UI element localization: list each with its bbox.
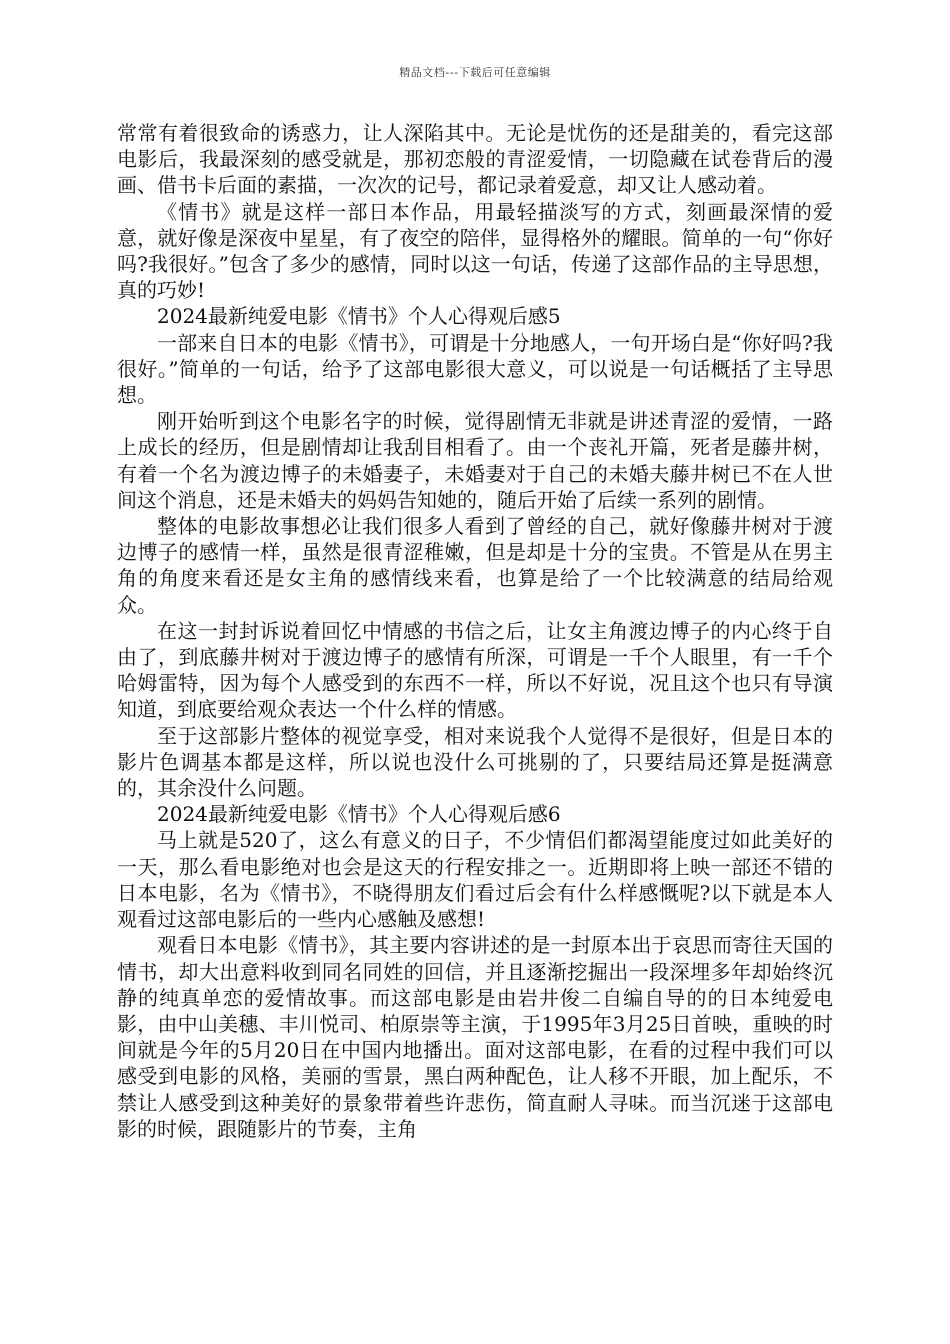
- section-heading: 2024最新纯爱电影《情书》个人心得观后感6: [157, 802, 561, 827]
- paragraph: 刚开始听到这个电影名字的时候，觉得剧情无非就是讲述青涩的爱情，一路上成长的经历，但是剧情却让我刮目相看了。由一个丧礼开篇，死者是藤井树，有着一个名为渡边博子的未婚妻子，未婚妻对于自己的未婚夫藤井树已不在人世间这个消息，还是未婚夫的妈妈告知她的，随后开始了后续一系列的剧情。: [117, 409, 833, 512]
- page-header: 精品文档---下载后可任意编辑: [399, 66, 551, 79]
- section-heading: 2024最新纯爱电影《情书》个人心得观后感5: [157, 304, 561, 329]
- paragraph: 至于这部影片整体的视觉享受，相对来说我个人觉得不是很好，但是日本的影片色调基本都是这样，所以说也没什么可挑剔的了，只要结局还算是挺满意的，其余没什么问题。: [117, 723, 833, 801]
- paragraph: 在这一封封诉说着回忆中情感的书信之后，让女主角渡边博子的内心终于自由了，到底藤井树对于渡边博子的感情有所深，可谓是一千个人眼里，有一千个哈姆雷特，因为每个人感受到的东西不一样，所以不好说，况且这个也只有导演知道，到底要给观众表达一个什么样的情感。: [117, 618, 833, 722]
- paragraph: 一部来自日本的电影《情书》，可谓是十分地感人，一句开场白是“你好吗?我很好。”简单的一句话，给予了这部电影很大意义，可以说是一句话概括了主导思想。: [117, 330, 833, 408]
- paragraph: 马上就是520了，这么有意义的日子，不少情侣们都渴望能度过如此美好的一天，那么看电影绝对也会是这天的行程安排之一。近期即将上映一部还不错的日本电影，名为《情书》，不晓得朋友们看过后会有什么样感慨呢?以下就是本人观看过这部电影后的一些内心感触及感想!: [117, 828, 833, 932]
- paragraph: 常常有着很致命的诱惑力，让人深陷其中。无论是忧伤的还是甜美的，看完这部电影后，我最深刻的感受就是，那初恋般的青涩爱情，一切隐藏在试卷背后的漫画、借书卡后面的素描，一次次的记号，都记录着爱意，却又让人感动着。: [117, 121, 833, 198]
- paragraph: 整体的电影故事想必让我们很多人看到了曾经的自己，就好像藤井树对于渡边博子的感情一样，虽然是很青涩稚嫩，但是却是十分的宝贵。不管是从在男主角的角度来看还是女主角的感情线来看，也算是给了一个比较满意的结局给观众。: [117, 514, 833, 617]
- paragraph: 观看日本电影《情书》，其主要内容讲述的是一封原本出于哀思而寄往天国的情书，却大出意料收到同名同姓的回信，并且逐渐挖掘出一段深埋多年却始终沉静的纯真单恋的爱情故事。而这部电影是由岩井俊二自编自导的的日本纯爱电影，由中山美穗、丰川悦司、柏原崇等主演，于1995年3月25日首映，重映的时间就是今年的5月20日在中国内地播出。面对这部电影，在看的过程中我们可以感受到电影的风格，美丽的雪景，黑白两种配色，让人移不开眼，加上配乐，不禁让人感受到这种美好的景象带着些许悲伤，简直耐人寻味。而当沉迷于这部电影的时候，跟随影片的节奏，主角: [117, 933, 833, 1141]
- paragraph: 《情书》就是这样一部日本作品，用最轻描淡写的方式，刻画最深情的爱意，就好像是深夜中星星，有了夜空的陪伴，显得格外的耀眼。简单的一句“你好吗?我很好。”包含了多少的感情，同时以这一句话，传递了这部作品的主导思想，真的巧妙!: [117, 199, 833, 303]
- document-body: [117, 120, 833, 1142]
